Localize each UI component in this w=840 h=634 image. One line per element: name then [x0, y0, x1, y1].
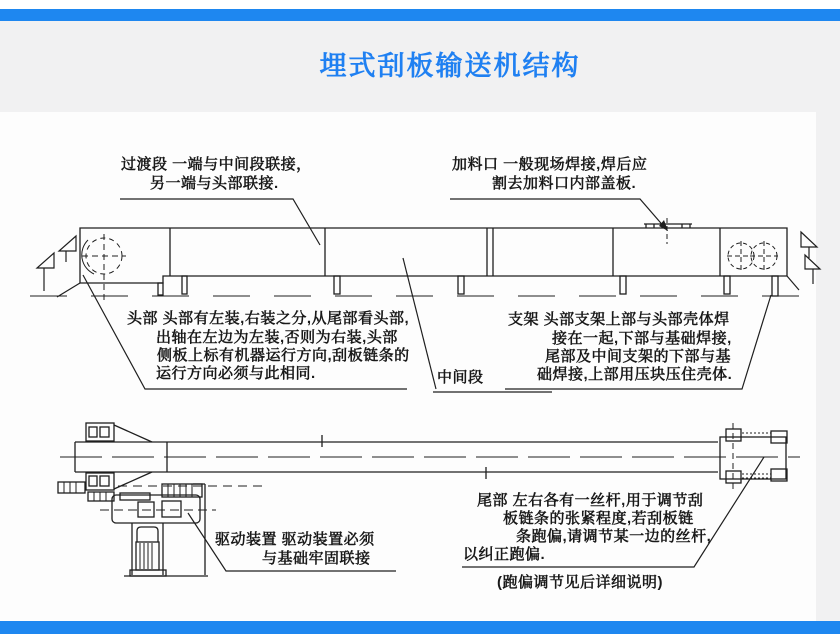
feed-inlet-note-line2: 割去加料口内部盖板. — [492, 175, 637, 192]
drive-note-line1: 驱动装置 驱动装置必须 — [215, 531, 375, 548]
transition-note-line1: 过渡段 一端与中间段联接， — [121, 156, 312, 173]
anchor-flags — [37, 232, 820, 297]
motor-cap — [137, 527, 158, 542]
support-note-line1: 支架 头部支架上部与头部壳体焊 — [508, 311, 730, 328]
support-legs — [158, 276, 778, 296]
tail-note-line3: 条跑偏,请调节某一边的丝杆, — [516, 528, 712, 545]
page-title: 埋式刮板输送机结构 — [319, 51, 581, 81]
support-note-line4: 础焊接,上部用压块压住壳体. — [537, 366, 733, 383]
tail-note-line1: 尾部 左右各有一丝杆,用于调节刮 — [477, 492, 704, 509]
leader-feed-inlet — [450, 199, 666, 229]
gearbox — [112, 495, 200, 523]
feed-inlet-note-line1: 加料口 一般现场焊接,焊后应 — [452, 156, 648, 173]
tail-note-line4: 以纠正跑偏. — [463, 546, 546, 563]
centerlines-and-sprockets — [30, 218, 808, 300]
support-note-line3: 尾部及中间支架的下部与基 — [545, 348, 732, 365]
head-note-line1: 头部 头部有左装,右装之分,从尾部看头部, — [127, 310, 410, 327]
top-view-outline — [80, 224, 787, 296]
tail-tensioner — [720, 429, 787, 483]
support-note-line2: 接在一起,下部与基础焊接, — [552, 330, 732, 347]
head-note-line3: 侧板上标有机器运行方向,刮板链条的 — [157, 347, 410, 364]
transition-note-line2: 另一端与头部联接. — [150, 175, 279, 192]
head-bearings — [58, 423, 152, 501]
drive-unit — [112, 484, 208, 576]
middle-section-label: 中间段 — [437, 369, 484, 386]
drive-note-line2: 与基础牢固联接 — [262, 550, 371, 567]
head-note-line4: 运行方向必须与此相同. — [156, 365, 316, 382]
head-note-line2: 出轴在左边为左装,否则为右装,头部 — [156, 329, 398, 346]
leader-transition — [120, 199, 320, 245]
tail-note-line2: 板链条的张紧程度,若刮板链 — [503, 510, 694, 527]
tail-deviation-note: (跑偏调节见后详细说明) — [497, 574, 663, 591]
